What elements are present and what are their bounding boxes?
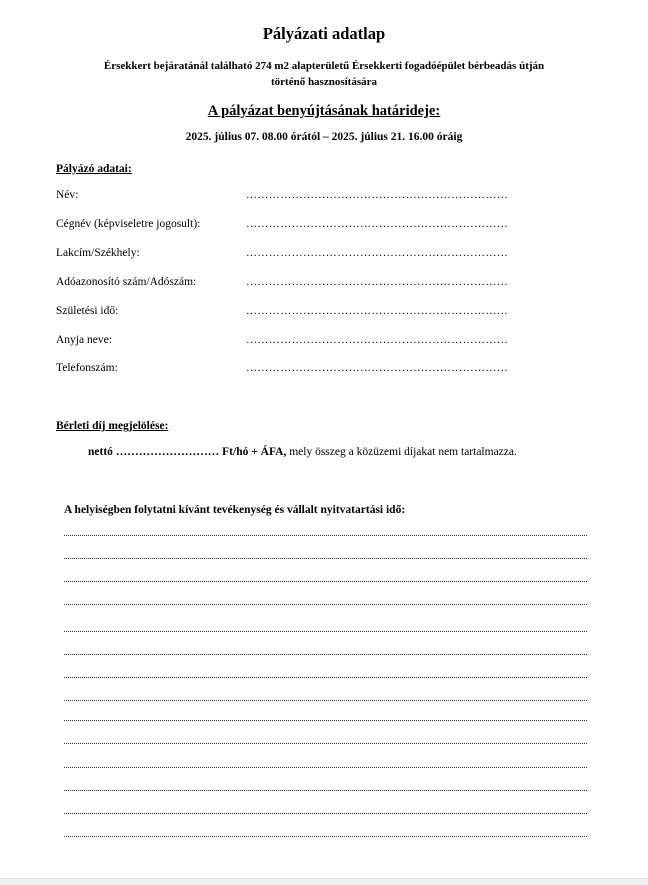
field-label: Lakcím/Székhely: bbox=[56, 247, 140, 259]
field-row-tax-id bbox=[56, 276, 576, 292]
answer-line[interactable] bbox=[64, 700, 587, 701]
answer-line[interactable] bbox=[64, 581, 587, 582]
answer-line[interactable] bbox=[64, 720, 587, 721]
field-label: Cégnév (képviseletre jogosult): bbox=[56, 218, 201, 230]
tax-id-fill-line[interactable]: …………………………………………………………… bbox=[246, 276, 509, 288]
phone-fill-line[interactable]: …………………………………………………………… bbox=[246, 362, 509, 374]
answer-line[interactable] bbox=[64, 677, 587, 678]
field-row-address bbox=[56, 247, 576, 263]
rent-note: mely összeg a közüzemi díjakat nem tartalmazza. bbox=[286, 446, 517, 458]
subtitle-line-2: történő hasznosítására bbox=[270, 76, 378, 88]
activity-heading: A helyiségben folytatni kívánt tevékenység és vállalt nyitvatartási idő: bbox=[64, 504, 406, 516]
form-subtitle bbox=[40, 58, 608, 90]
mother-name-fill-line[interactable]: …………………………………………………………… bbox=[246, 334, 509, 346]
answer-line[interactable] bbox=[64, 631, 587, 632]
deadline-heading: A pályázat benyújtásának határideje: bbox=[207, 103, 441, 119]
rent-statement bbox=[88, 446, 517, 458]
field-label: Születési idő: bbox=[56, 305, 119, 317]
field-row-name bbox=[56, 189, 576, 205]
birth-date-fill-line[interactable]: …………………………………………………………… bbox=[246, 305, 509, 317]
answer-line[interactable] bbox=[64, 836, 587, 837]
field-label: Adóazonosító szám/Adószám: bbox=[56, 276, 197, 288]
subtitle-line-1: Érsekkert bejáratánál található 274 m2 alapterületű Érsekkerti fogadóépület bérbeadás útján bbox=[103, 60, 545, 72]
field-row-mother-name bbox=[56, 334, 576, 350]
name-fill-line[interactable]: …………………………………………………………… bbox=[246, 189, 509, 201]
applicant-data-heading: Pályázó adatai: bbox=[56, 163, 132, 175]
answer-line[interactable] bbox=[64, 604, 587, 605]
answer-line[interactable] bbox=[64, 558, 587, 559]
field-row-company-name bbox=[56, 218, 576, 234]
answer-line[interactable] bbox=[64, 790, 587, 791]
rent-heading: Bérleti díj megjelölése: bbox=[56, 420, 169, 432]
answer-line[interactable] bbox=[64, 743, 587, 744]
answer-line[interactable] bbox=[64, 813, 587, 814]
answer-line[interactable] bbox=[64, 767, 587, 768]
rent-amount-blank[interactable]: nettó ……………………… Ft/hó + ÁFA, bbox=[88, 446, 287, 458]
field-label: Név: bbox=[56, 189, 79, 201]
field-row-phone bbox=[56, 362, 576, 378]
answer-line[interactable] bbox=[64, 535, 587, 536]
form-title: Pályázati adatlap bbox=[262, 24, 386, 43]
answer-line[interactable] bbox=[64, 654, 587, 655]
address-fill-line[interactable]: …………………………………………………………… bbox=[246, 247, 509, 259]
field-label: Anyja neve: bbox=[56, 334, 112, 346]
field-row-birth-date bbox=[56, 305, 576, 321]
company-name-fill-line[interactable]: …………………………………………………………… bbox=[246, 218, 509, 230]
deadline-value: 2025. július 07. 08.00 órától – 2025. július 21. 16.00 óráig bbox=[185, 131, 463, 143]
field-label: Telefonszám: bbox=[56, 362, 118, 374]
